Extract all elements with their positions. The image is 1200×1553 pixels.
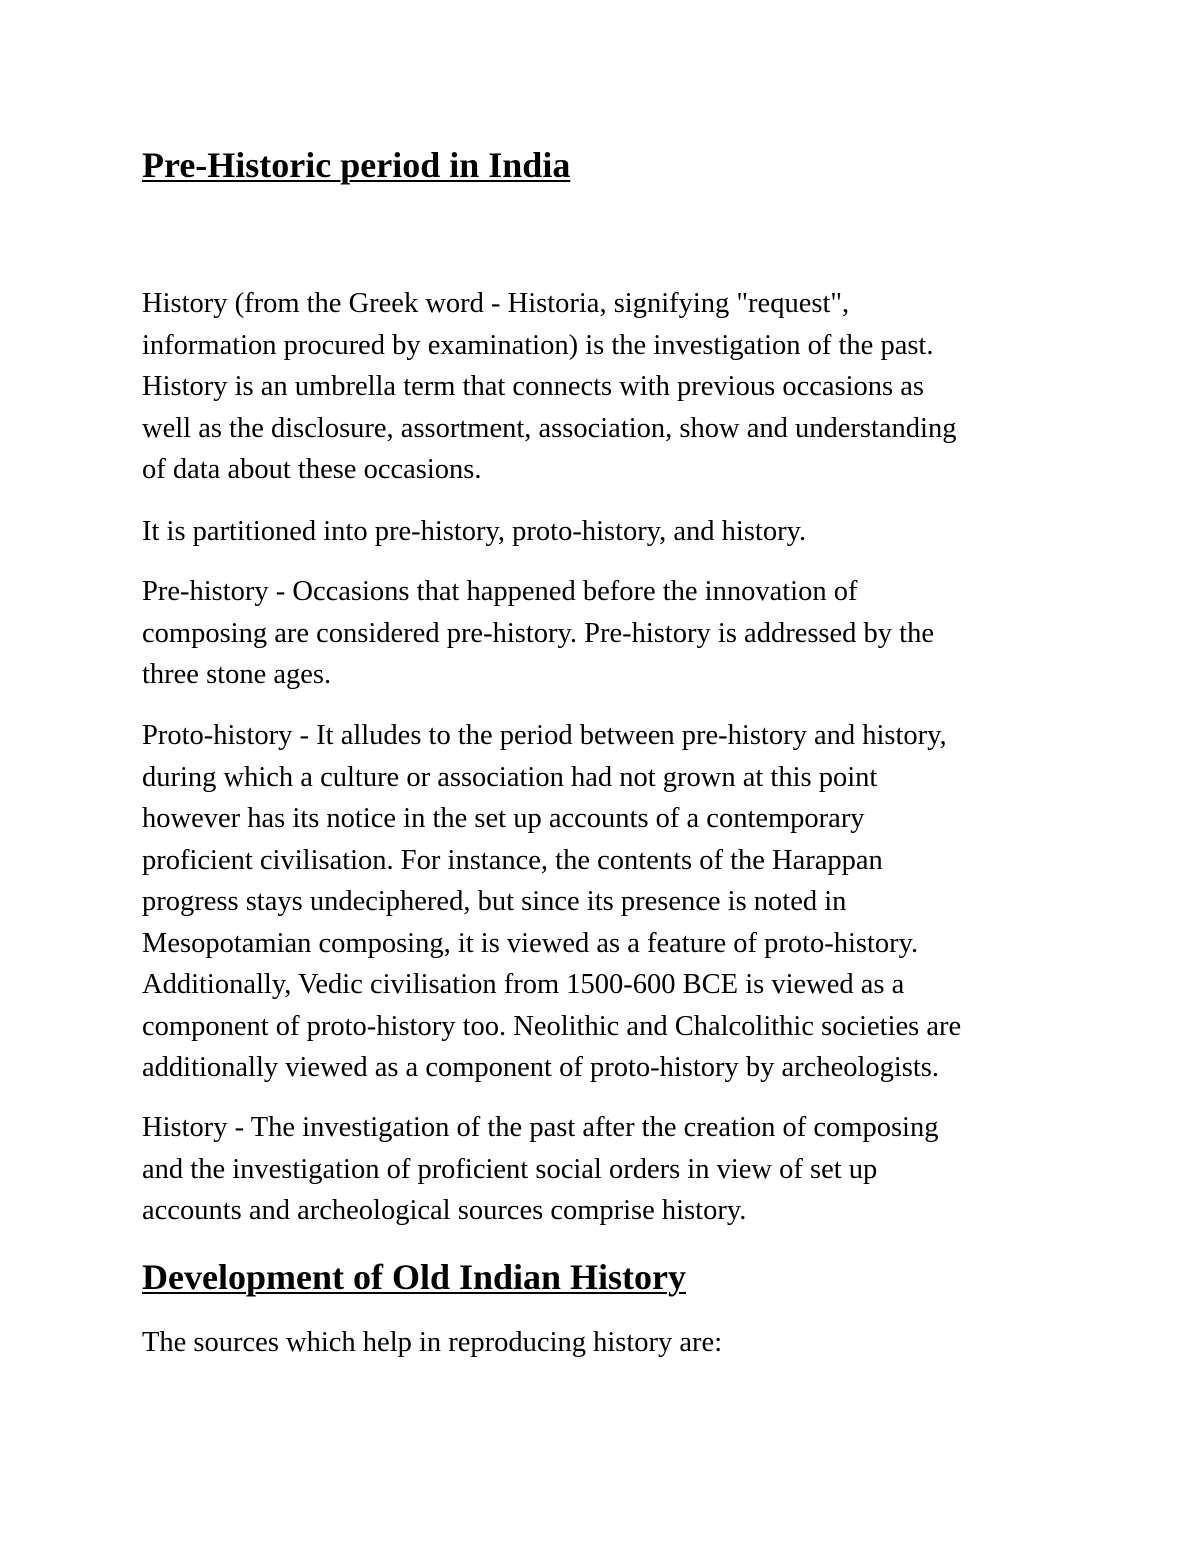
paragraph-history — [142, 1107, 1062, 1232]
text-line: accounts and archeological sources comprise history. — [142, 1195, 747, 1226]
text-line: Pre-history - Occasions that happened before the innovation of — [142, 576, 858, 607]
text-line: Additionally, Vedic civilisation from 1500-600 BCE is viewed as a — [142, 969, 905, 1000]
paragraph-proto-history — [142, 715, 1062, 1089]
text-line: progress stays undeciphered, but since its presence is noted in — [142, 886, 847, 917]
text-line: History (from the Greek word - Historia, signifying "request", — [142, 288, 850, 319]
text-line: It is partitioned into pre-history, proto-history, and history. — [142, 516, 807, 547]
text-line: component of proto-history too. Neolithic and Chalcolithic societies are — [142, 1010, 962, 1042]
text-line: additionally viewed as a component of proto-history by archeologists. — [142, 1052, 940, 1083]
paragraph-pre-history — [142, 571, 1062, 696]
text-line: information procured by examination) is the investigation of the past. — [142, 329, 934, 361]
paragraph-sources — [142, 1322, 1062, 1364]
text-line: History is an umbrella term that connects with previous occasions as — [142, 371, 924, 402]
text-line: well as the disclosure, assortment, association, show and understanding — [142, 412, 957, 444]
text-line: The sources which help in reproducing history are: — [142, 1327, 723, 1358]
text-line: during which a culture or association had not grown at this point — [142, 761, 878, 793]
text-line: however has its notice in the set up accounts of a contemporary — [142, 803, 865, 834]
section-heading: Development of Old Indian History — [142, 1257, 687, 1297]
text-line: three stone ages. — [142, 659, 332, 690]
text-line: proficient civilisation. For instance, the contents of the Harappan — [142, 844, 883, 876]
text-line: composing are considered pre-history. Pre-history is addressed by the — [142, 617, 934, 649]
page-title: Pre-Historic period in India — [142, 145, 571, 185]
text-line: of data about these occasions. — [142, 454, 482, 485]
text-line: Proto-history - It alludes to the period between pre-history and history, — [142, 720, 947, 751]
text-line: and the investigation of proficient social orders in view of set up — [142, 1153, 878, 1185]
paragraph-history-definition — [142, 283, 1062, 491]
paragraph-partition — [142, 511, 1062, 553]
text-line: History - The investigation of the past after the creation of composing — [142, 1112, 939, 1143]
text-line: Mesopotamian composing, it is viewed as a feature of proto-history. — [142, 927, 919, 959]
